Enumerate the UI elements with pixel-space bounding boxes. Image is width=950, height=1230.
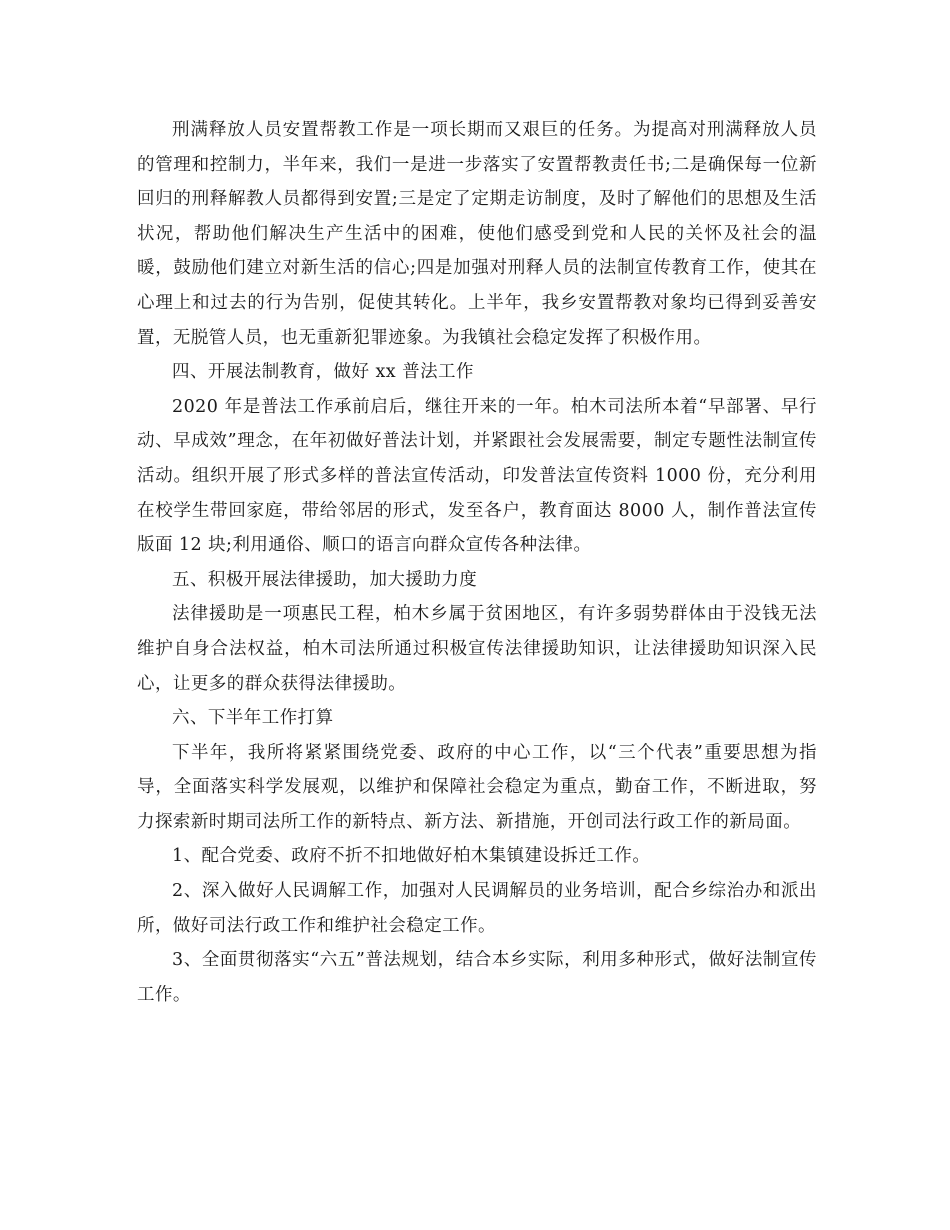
plan-item-2: 2、深入做好人民调解工作，加强对人民调解员的业务培训，配合乡综治办和派出所，做好司法行政工作和维护社会稳定工作。 [137, 881, 817, 936]
section-heading-second-half-plan: 六、下半年工作打算 [172, 708, 334, 729]
paragraph-legal-education: 2020 年是普法工作承前启后，继往开来的一年。柏木司法所本着“早部署、早行动、早成效”理念，在年初做好普法计划，并紧跟社会发展需要，制定专题性法制宣传活动。组织开展了形式多样的普法宣传活动，印发普法宣传资料 1000 份，充分利用在校学生带回家庭，带给邻居的形式，发至各户，教育面达 8000 人，制作普法宣传版面 12 块;利用通俗、顺口的语言向群众宣传各种法律。 [137, 396, 817, 556]
paragraph-legal-aid: 法律援助是一项惠民工程，柏木乡属于贫困地区，有许多弱势群体由于没钱无法维护自身合法权益，柏木司法所通过积极宣传法律援助知识，让法律援助知识深入民心，让更多的群众获得法律援助。 [137, 604, 817, 694]
paragraph-resettlement: 刑满释放人员安置帮教工作是一项长期而又艰巨的任务。为提高对刑满释放人员的管理和控制力，半年来，我们一是进一步落实了安置帮教责任书;二是确保每一位新回归的刑释解教人员都得到安置;三是定了定期走访制度，及时了解他们的思想及生活状况，帮助他们解决生产生活中的困难，使他们感受到党和人民的关怀及社会的温暖，鼓励他们建立对新生活的信心;四是加强对刑释人员的法制宣传教育工作，使其在心理上和过去的行为告别，促使其转化。上半年，我乡安置帮教对象均已得到妥善安置，无脱管人员，也无重新犯罪迹象。为我镇社会稳定发挥了积极作用。 [137, 120, 817, 348]
section-heading-legal-aid: 五、积极开展法律援助，加大援助力度 [172, 569, 478, 590]
plan-item-3: 3、全面贯彻落实“六五”普法规划，结合本乡实际，利用多种形式，做好法制宣传工作。 [137, 950, 817, 1005]
paragraph-second-half-plan: 下半年，我所将紧紧围绕党委、政府的中心工作，以“三个代表”重要思想为指导，全面落实科学发展观，以维护和保障社会稳定为重点，勤奋工作，不断进取，努力探索新时期司法所工作的新特点、新方法、新措施，开创司法行政工作的新局面。 [137, 742, 817, 832]
plan-item-1: 1、配合党委、政府不折不扣地做好柏木集镇建设拆迁工作。 [172, 846, 651, 867]
document-page [137, 113, 817, 1012]
section-heading-legal-education: 四、开展法制教育，做好 xx 普法工作 [172, 362, 474, 383]
